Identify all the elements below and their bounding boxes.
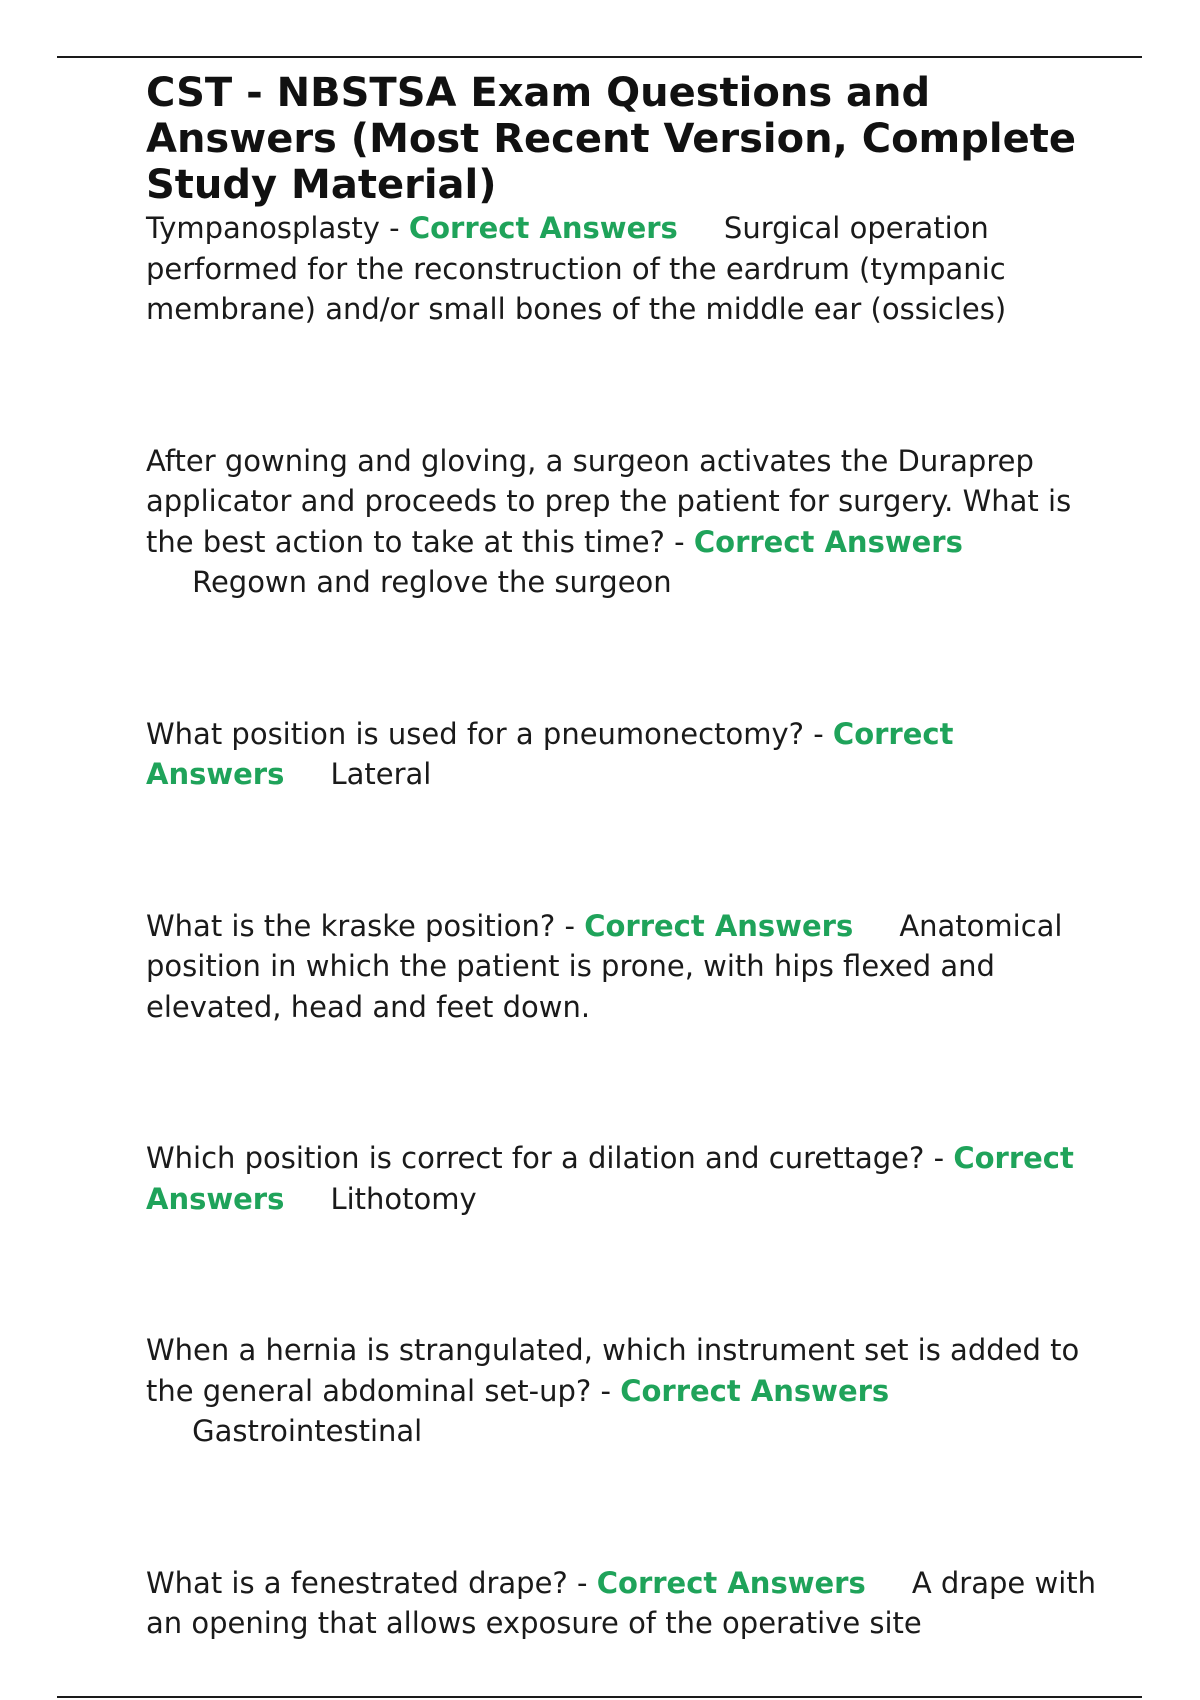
answer-text: Lithotomy (330, 1181, 477, 1216)
answer-text: Gastrointestinal (192, 1414, 423, 1448)
answer-text: Anatomical position in which the patient is prone, with hips flexed and elevated, head and feet down. (146, 908, 1063, 1024)
question-text: Which position is correct for a dilation and curettage? (146, 1141, 925, 1175)
answer-text: Surgical operation performed for the reconstruction of the eardrum (tympanic membrane) and/or small bones of the middle ear (ossicles) (146, 211, 1007, 326)
correct-answers-label: Correct Answers (596, 1565, 866, 1600)
qa-item (146, 441, 1096, 603)
question-text: When a hernia is strangulated, which instrument set is added to the general abdominal set-up? (146, 1333, 1080, 1408)
qa-separator: - (664, 524, 694, 559)
qa-separator: - (555, 908, 585, 943)
qa-separator: - (804, 716, 833, 751)
qa-item (146, 906, 1096, 1028)
qa-separator: - (567, 1565, 597, 1600)
answer-text: Lateral (330, 757, 432, 791)
qa-item (146, 1563, 1096, 1644)
document-title: CST - NBSTSA Exam Questions and Answers (Most Recent Version, Complete Study Material) (146, 70, 1076, 208)
correct-answers-label: Correct Answers (620, 1373, 890, 1408)
document-content (146, 70, 1096, 1700)
qa-separator: - (924, 1141, 954, 1175)
correct-answers-label: Correct Answers (408, 211, 678, 245)
header-rule (57, 56, 1142, 58)
answer-text: Regown and reglove the surgeon (192, 565, 672, 599)
question-text: After gowning and gloving, a surgeon activates the Duraprep applicator and proceeds to prep the patient for surgery. What is the best action to take at this time? (146, 443, 1072, 559)
qa-item (146, 208, 1096, 330)
question-text: What is a fenestrated drape? (146, 1565, 568, 1600)
answer-text: A drape with an opening that allows exposure of the operative site (146, 1565, 1096, 1640)
question-text: What position is used for a pneumonectomy? (146, 716, 805, 751)
qa-item (146, 714, 1096, 795)
correct-answers-label: Correct Answers (146, 716, 954, 791)
correct-answers-label: Correct Answers (693, 524, 963, 559)
correct-answers-label: Correct Answers (584, 908, 854, 943)
qa-separator: - (591, 1373, 621, 1408)
qa-separator: - (379, 211, 409, 245)
qa-item (146, 1138, 1096, 1219)
footer-rule (57, 1696, 1142, 1698)
correct-answers-label: Correct Answers (146, 1141, 1074, 1216)
question-text: What is the kraske position? (146, 908, 556, 943)
question-text: Tympanosplasty (146, 211, 380, 245)
qa-item (146, 1330, 1096, 1452)
